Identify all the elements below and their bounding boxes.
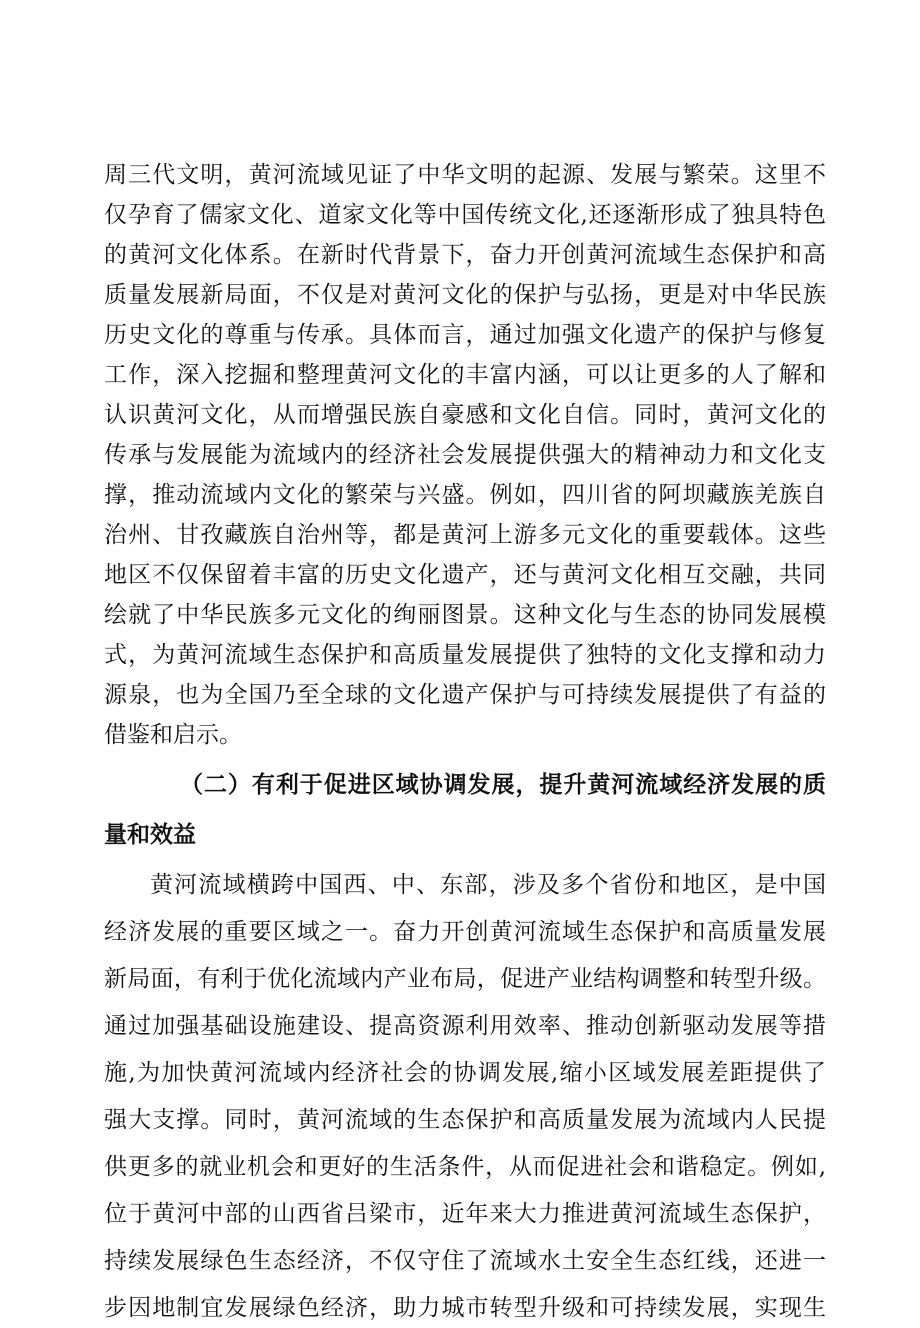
text-line: 施,为加快黄河流域内经济社会的协调发展,缩小区域发展差距提供了 [104,1060,826,1086]
text-line: 认识黄河文化，从而增强民族自豪感和文化自信。同时，黄河文化的 [104,402,826,428]
text-line: 历史文化的尊重与传承。具体而言，通过加强文化遗产的保护与修复 [104,322,826,348]
text-line: 周三代文明，黄河流域见证了中华文明的起源、发展与繁荣。这里不 [104,162,826,188]
text-line: 持续发展绿色生态经济，不仅守住了流域水土安全生态红线，还进一 [104,1248,826,1274]
text-line: 地区不仅保留着丰富的历史文化遗产，还与黄河文化相互交融，共同 [104,562,826,588]
text-line: 绘就了中华民族多元文化的绚丽图景。这种文化与生态的协同发展模 [104,602,826,628]
text-line: 强大支撑。同时，黄河流域的生态保护和高质量发展为流域内人民提 [104,1107,826,1133]
text-line: 新局面，有利于优化流域内产业布局，促进产业结构调整和转型升级。 [104,966,826,992]
text-line: 经济发展的重要区域之一。奋力开创黄河流域生态保护和高质量发展 [104,919,826,945]
text-line: 式，为黄河流域生态保护和高质量发展提供了独特的文化支撑和动力 [104,642,826,668]
text-line: 质量发展新局面，不仅是对黄河文化的保护与弘扬，更是对中华民族 [104,282,826,308]
heading-line: 量和效益 [104,822,196,848]
text-line: 步因地制宜发展绿色经济，助力城市转型升级和可持续发展，实现生 [104,1295,826,1321]
text-line: 治州、甘孜藏族自治州等，都是黄河上游多元文化的重要载体。这些 [104,522,826,548]
text-line: 黄河流域横跨中国西、中、东部，涉及多个省份和地区，是中国 [150,872,826,898]
text-line: 传承与发展能为流域内的经济社会发展提供强大的精神动力和文化支 [104,442,826,468]
text-line: 位于黄河中部的山西省吕梁市，近年来大力推进黄河流域生态保护， [104,1201,826,1227]
text-line: 源泉，也为全国乃至全球的文化遗产保护与可持续发展提供了有益的 [104,682,826,708]
heading-line: （二）有利于促进区域协调发展，提升黄河流域经济发展的质 [180,772,826,798]
text-line: 的黄河文化体系。在新时代背景下，奋力开创黄河流域生态保护和高 [104,242,826,268]
text-line: 工作，深入挖掘和整理黄河文化的丰富内涵，可以让更多的人了解和 [104,362,826,388]
text-line: 撑，推动流域内文化的繁荣与兴盛。例如，四川省的阿坝藏族羌族自 [104,482,826,508]
text-line: 通过加强基础设施建设、提高资源利用效率、推动创新驱动发展等措 [104,1013,826,1039]
text-line: 供更多的就业机会和更好的生活条件，从而促进社会和谐稳定。例如, [104,1154,826,1180]
text-line: 借鉴和启示。 [104,722,242,748]
text-line: 仅孕育了儒家文化、道家文化等中国传统文化,还逐渐形成了独具特色 [104,202,826,228]
